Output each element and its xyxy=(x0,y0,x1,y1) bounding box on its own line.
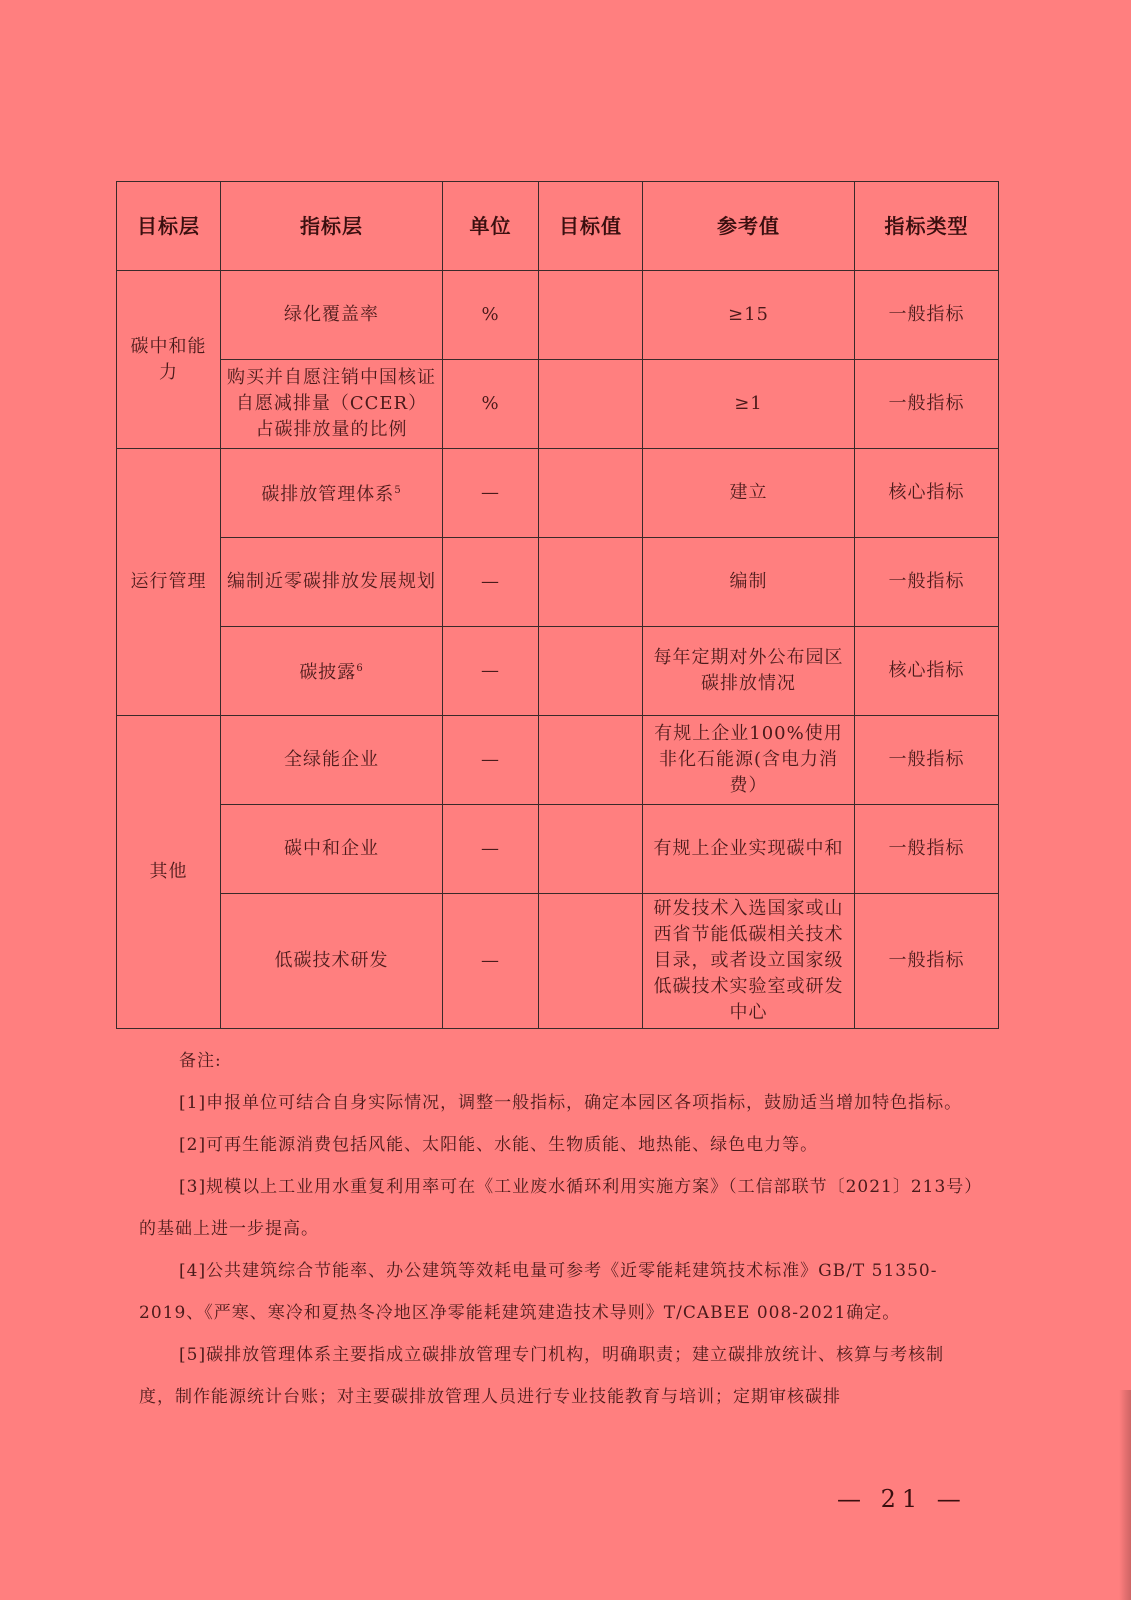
type-cell: 一般指标 xyxy=(855,805,999,894)
reference-cell: ≥1 xyxy=(643,360,855,449)
target-cell xyxy=(539,716,643,805)
table-row xyxy=(117,894,999,1029)
indicator-cell: 编制近零碳排放发展规划 xyxy=(221,538,443,627)
type-cell: 一般指标 xyxy=(855,894,999,1029)
target-cell xyxy=(539,538,643,627)
type-cell: 核心指标 xyxy=(855,449,999,538)
header-unit: 单位 xyxy=(443,182,539,271)
indicator-cell: 绿化覆盖率 xyxy=(221,271,443,360)
indicator-table xyxy=(116,181,999,1029)
unit-cell: % xyxy=(443,271,539,360)
header-indicator-type: 指标类型 xyxy=(855,182,999,271)
target-cell xyxy=(539,627,643,716)
footnote-marker: 5 xyxy=(394,485,402,496)
group-cell: 碳中和能力 xyxy=(117,271,221,449)
reference-cell: 有规上企业100%使用非化石能源(含电力消费） xyxy=(643,716,855,805)
group-cell: 运行管理 xyxy=(117,449,221,716)
indicator-cell xyxy=(221,627,443,716)
group-cell: 其他 xyxy=(117,716,221,1029)
header-indicator-layer: 指标层 xyxy=(221,182,443,271)
type-cell: 一般指标 xyxy=(855,271,999,360)
table-row xyxy=(117,360,999,449)
type-cell: 核心指标 xyxy=(855,627,999,716)
unit-cell: % xyxy=(443,360,539,449)
notes-title: 备注: xyxy=(179,1051,222,1071)
note-item: [5]碳排放管理体系主要指成立碳排放管理专门机构，明确职责；建立碳排放统计、核算与考核制度，制作能源统计台账；对主要碳排放管理人员进行专业技能教育与培训；定期审核碳排 xyxy=(139,1345,945,1407)
footnote-marker: 6 xyxy=(356,663,364,674)
unit-cell: — xyxy=(443,716,539,805)
page-number: — 21 — xyxy=(837,1485,967,1513)
unit-cell: — xyxy=(443,538,539,627)
note-item: [2]可再生能源消费包括风能、太阳能、水能、生物质能、地热能、绿色电力等。 xyxy=(179,1135,819,1155)
target-cell xyxy=(539,805,643,894)
header-target-layer: 目标层 xyxy=(117,182,221,271)
notes-section xyxy=(139,1040,975,1418)
table-row xyxy=(117,716,999,805)
reference-cell: 编制 xyxy=(643,538,855,627)
table-row xyxy=(117,627,999,716)
target-cell xyxy=(539,449,643,538)
header-reference-value: 参考值 xyxy=(643,182,855,271)
unit-cell: — xyxy=(443,805,539,894)
indicator-cell: 低碳技术研发 xyxy=(221,894,443,1029)
reference-cell: 建立 xyxy=(643,449,855,538)
target-cell xyxy=(539,894,643,1029)
indicator-text: 碳披露 xyxy=(299,662,357,683)
table-row xyxy=(117,538,999,627)
unit-cell: — xyxy=(443,894,539,1029)
indicator-cell: 碳中和企业 xyxy=(221,805,443,894)
note-item: [4]公共建筑综合节能率、办公建筑等效耗电量可参考《近零能耗建筑技术标准》GB/T 51350-2019、《严寒、寒冷和夏热冬冷地区净零能耗建筑建造技术导则》T/CABEE 008-2021确定。 xyxy=(139,1261,938,1323)
table-header-row xyxy=(117,182,999,271)
header-target-value: 目标值 xyxy=(539,182,643,271)
indicator-cell: 全绿能企业 xyxy=(221,716,443,805)
table-row xyxy=(117,271,999,360)
indicator-text: 碳排放管理体系 xyxy=(261,484,395,505)
table-row xyxy=(117,449,999,538)
unit-cell: — xyxy=(443,449,539,538)
scan-edge-shadow xyxy=(1119,1390,1131,1600)
indicator-cell: 购买并自愿注销中国核证自愿减排量（CCER）占碳排放量的比例 xyxy=(221,360,443,449)
target-cell xyxy=(539,271,643,360)
target-cell xyxy=(539,360,643,449)
type-cell: 一般指标 xyxy=(855,716,999,805)
note-item: [1]申报单位可结合自身实际情况，调整一般指标，确定本园区各项指标，鼓励适当增加特色指标。 xyxy=(179,1093,963,1113)
reference-cell: 研发技术入选国家或山西省节能低碳相关技术目录，或者设立国家级低碳技术实验室或研发中心 xyxy=(643,894,855,1029)
type-cell: 一般指标 xyxy=(855,360,999,449)
note-item: [3]规模以上工业用水重复利用率可在《工业废水循环利用实施方案》（工信部联节〔2021〕213号）的基础上进一步提高。 xyxy=(139,1177,974,1239)
reference-cell: 每年定期对外公布园区碳排放情况 xyxy=(643,627,855,716)
reference-cell: ≥15 xyxy=(643,271,855,360)
unit-cell: — xyxy=(443,627,539,716)
table-row xyxy=(117,805,999,894)
indicator-cell xyxy=(221,449,443,538)
reference-cell: 有规上企业实现碳中和 xyxy=(643,805,855,894)
type-cell: 一般指标 xyxy=(855,538,999,627)
